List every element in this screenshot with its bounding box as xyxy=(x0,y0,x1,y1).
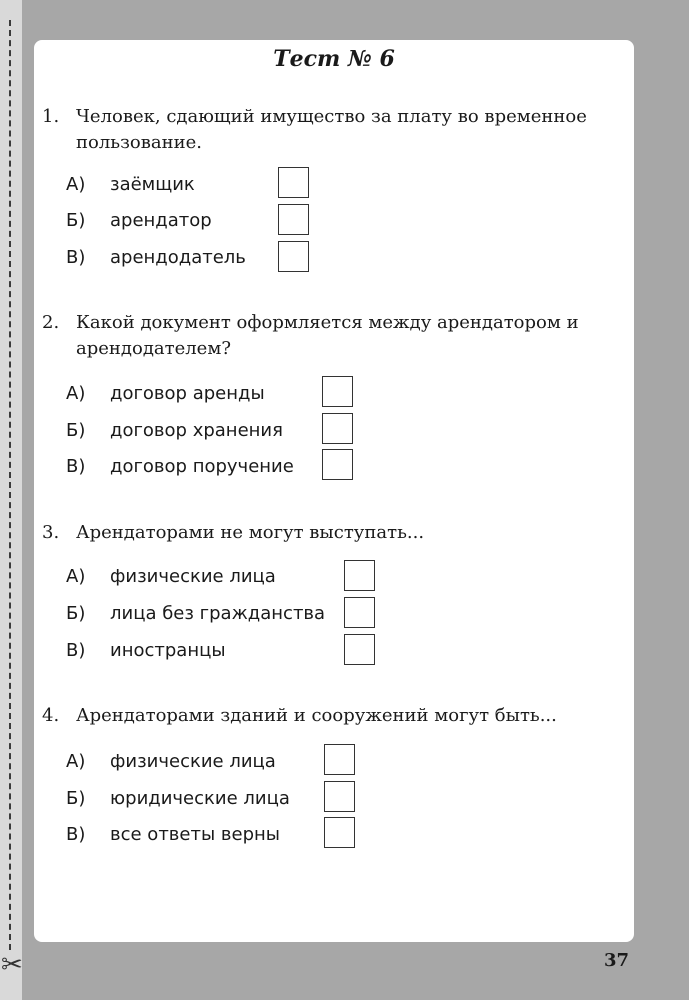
question-number: 1. xyxy=(42,106,60,127)
answer-text: арендатор xyxy=(110,209,212,231)
answer-checkbox-2b[interactable] xyxy=(322,413,353,444)
answer-letter: Б) xyxy=(66,787,86,809)
answer-1a xyxy=(66,167,195,201)
answer-checkbox-1a[interactable] xyxy=(278,167,309,198)
question-number: 4. xyxy=(42,705,60,726)
answer-text: все ответы верны xyxy=(110,823,280,845)
answer-3a xyxy=(66,559,276,593)
question-number: 3. xyxy=(42,522,60,543)
answer-checkbox-4b[interactable] xyxy=(324,781,355,812)
answer-letter: В) xyxy=(66,823,86,845)
answer-3b xyxy=(66,596,325,630)
cut-margin xyxy=(0,0,22,1000)
answer-text: заёмщик xyxy=(110,173,195,195)
scissors-icon: ✂ xyxy=(1,950,23,980)
cut-line xyxy=(9,20,11,950)
answer-text: арендодатель xyxy=(110,246,246,268)
answer-checkbox-3b[interactable] xyxy=(344,597,375,628)
answer-3c xyxy=(66,633,226,667)
answer-checkbox-1c[interactable] xyxy=(278,241,309,272)
answer-2b xyxy=(66,413,283,447)
answer-checkbox-4a[interactable] xyxy=(324,744,355,775)
answer-1b xyxy=(66,203,212,237)
question-3 xyxy=(42,520,622,546)
answer-letter: А) xyxy=(66,750,86,772)
test-title: Тест № 6 xyxy=(273,46,395,72)
answer-4a xyxy=(66,744,276,778)
question-2 xyxy=(42,310,622,362)
answer-text: договор поручение xyxy=(110,455,294,477)
answer-letter: Б) xyxy=(66,602,86,624)
answer-text: физические лица xyxy=(110,750,276,772)
question-number: 2. xyxy=(42,312,60,333)
answer-4b xyxy=(66,781,290,815)
question-1 xyxy=(42,104,622,156)
answer-checkbox-2a[interactable] xyxy=(322,376,353,407)
answer-text: договор хранения xyxy=(110,419,283,441)
test-card xyxy=(34,40,634,942)
question-text: Арендаторами не могут выступать... xyxy=(76,522,425,543)
answer-letter: В) xyxy=(66,455,86,477)
answer-text: физические лица xyxy=(110,565,276,587)
answer-4c xyxy=(66,817,280,851)
question-text: Человек, сдающий имущество за плату во временное пользование. xyxy=(76,106,587,153)
answer-2c xyxy=(66,449,294,483)
answer-text: лица без гражданства xyxy=(110,602,326,624)
answer-text: юридические лица xyxy=(110,787,290,809)
answer-letter: В) xyxy=(66,639,86,661)
answer-letter: В) xyxy=(66,246,86,268)
question-text: Арендаторами зданий и сооружений могут быть... xyxy=(76,705,557,726)
answer-2a xyxy=(66,376,265,410)
answer-letter: Б) xyxy=(66,419,86,441)
answer-checkbox-2c[interactable] xyxy=(322,449,353,480)
answer-letter: А) xyxy=(66,382,86,404)
answer-1c xyxy=(66,240,246,274)
answer-letter: А) xyxy=(66,565,86,587)
answer-checkbox-4c[interactable] xyxy=(324,817,355,848)
answer-checkbox-3a[interactable] xyxy=(344,560,375,591)
answer-letter: Б) xyxy=(66,209,86,231)
page-number: 37 xyxy=(604,950,630,971)
answer-checkbox-3c[interactable] xyxy=(344,634,375,665)
question-text: Какой документ оформляется между арендатором и арендодателем? xyxy=(76,312,579,359)
answer-letter: А) xyxy=(66,173,86,195)
answer-text: договор аренды xyxy=(110,382,265,404)
answer-text: иностранцы xyxy=(110,639,226,661)
question-4 xyxy=(42,703,622,729)
answer-checkbox-1b[interactable] xyxy=(278,204,309,235)
